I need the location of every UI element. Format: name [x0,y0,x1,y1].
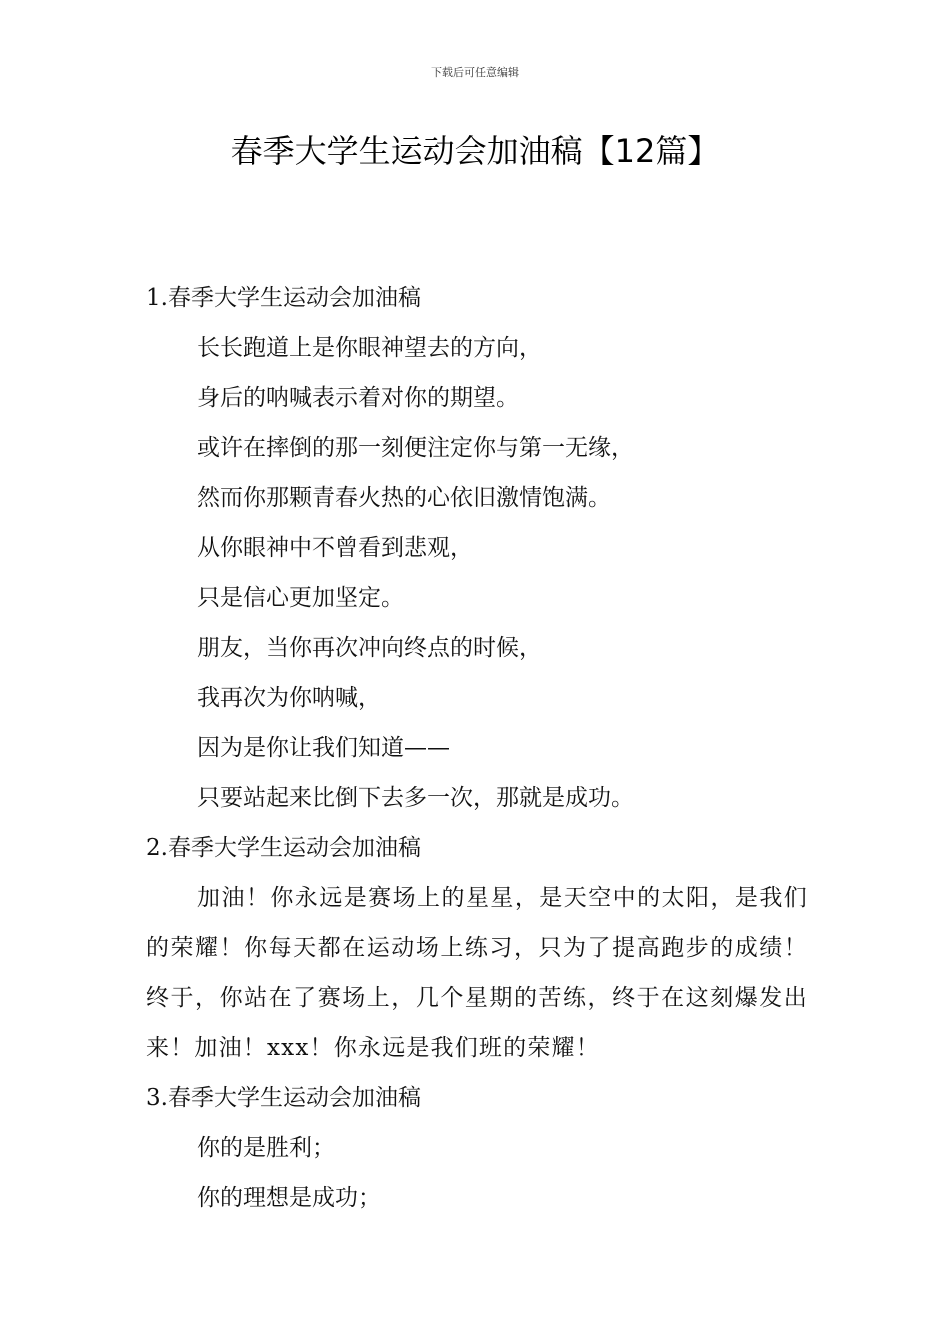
document-title: 春季大学生运动会加油稿【12篇】 [230,132,720,170]
poem-line: 我再次为你呐喊， [197,685,381,711]
document-body [146,273,808,1223]
section-2 [146,823,808,1073]
section-3 [146,1073,808,1223]
poem-line: 或许在摔倒的那一刻便注定你与第一无缘， [197,435,634,461]
header-note: 下载后可任意编辑 [431,66,519,79]
section-heading: 2.春季大学生运动会加油稿 [146,835,421,861]
poem-line: 因为是你让我们知道—— [197,735,450,761]
poem-line: 只要站起来比倒下去多一次，那就是成功。 [197,785,634,811]
section-heading: 3.春季大学生运动会加油稿 [146,1085,421,1111]
poem-line: 身后的呐喊表示着对你的期望。 [197,385,519,411]
poem-line: 从你眼神中不曾看到悲观， [197,535,473,561]
poem-line: 朋友，当你再次冲向终点的时候， [197,635,542,661]
section-paragraph: 加油！你永远是赛场上的星星，是天空中的太阳，是我们的荣耀！你每天都在运动场上练习，只为了提高跑步的成绩！终于，你站在了赛场上，几个星期的苦练，终于在这刻爆发出来！加油！xxx！你永远是我们班的荣耀！ [146,885,808,1061]
poem-line: 你的是胜利； [197,1135,335,1161]
section-1 [146,273,808,823]
section-heading: 1.春季大学生运动会加油稿 [146,285,421,311]
poem-line: 你的理想是成功； [197,1185,381,1211]
poem-line: 只是信心更加坚定。 [197,585,404,611]
poem-line: 长长跑道上是你眼神望去的方向， [197,335,542,361]
poem-line: 然而你那颗青春火热的心依旧激情饱满。 [197,485,611,511]
